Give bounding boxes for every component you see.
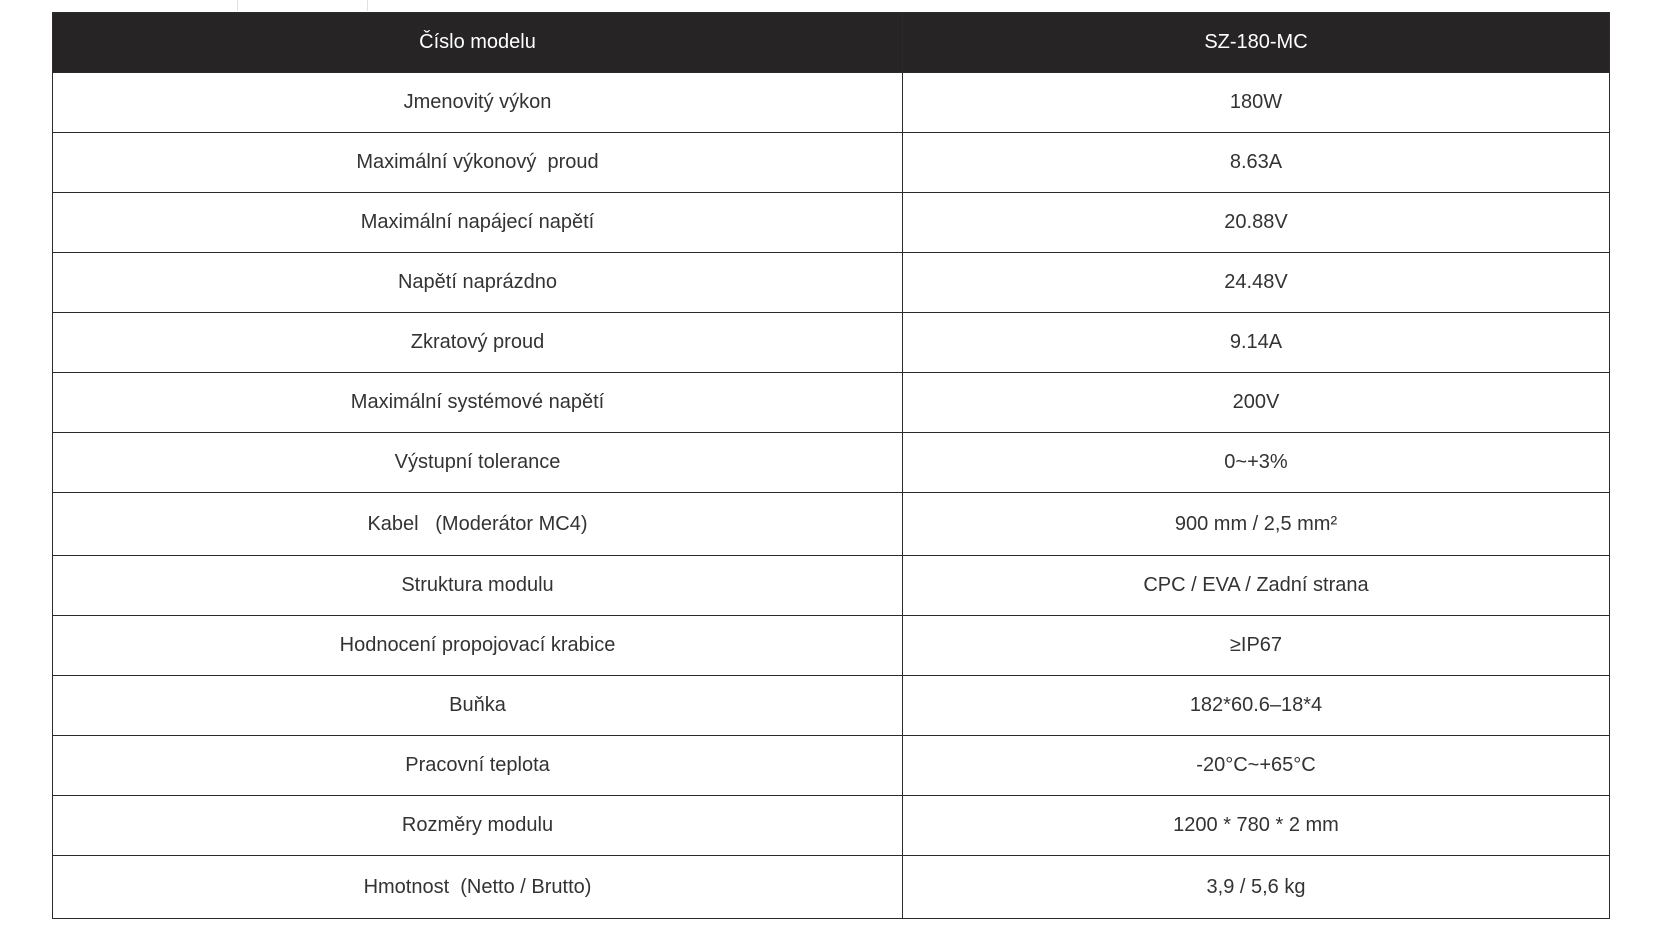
table-row: [53, 556, 1610, 616]
row-label: Výstupní tolerance: [53, 433, 903, 493]
row-value: CPC / EVA / Zadní strana: [903, 556, 1610, 616]
row-label: Buňka: [53, 676, 903, 736]
row-value: 9.14A: [903, 313, 1610, 373]
row-label: Pracovní teplota: [53, 736, 903, 796]
row-value: 200V: [903, 373, 1610, 433]
row-label: Rozměry modulu: [53, 796, 903, 856]
table-header-row: [53, 13, 1610, 73]
row-value: 180W: [903, 73, 1610, 133]
header-label-cell: Číslo modelu: [53, 13, 903, 73]
table-row: [53, 193, 1610, 253]
table-row: [53, 493, 1610, 556]
row-value: 900 mm / 2,5 mm²: [903, 493, 1610, 556]
table-row: [53, 313, 1610, 373]
top-tab-strip: [0, 0, 1654, 12]
table-row: [53, 676, 1610, 736]
row-label: Jmenovitý výkon: [53, 73, 903, 133]
table-row: [53, 616, 1610, 676]
row-label: Hmotnost (Netto / Brutto): [53, 856, 903, 919]
table-row: [53, 253, 1610, 313]
row-label: Maximální systémové napětí: [53, 373, 903, 433]
table-row: [53, 133, 1610, 193]
row-value: -20°C~+65°C: [903, 736, 1610, 796]
table-row: [53, 856, 1610, 919]
row-value: ≥IP67: [903, 616, 1610, 676]
row-label: Napětí naprázdno: [53, 253, 903, 313]
row-label: Struktura modulu: [53, 556, 903, 616]
row-label: Maximální výkonový proud: [53, 133, 903, 193]
spec-table: [52, 12, 1610, 919]
row-value: 8.63A: [903, 133, 1610, 193]
row-label: Zkratový proud: [53, 313, 903, 373]
row-value: 3,9 / 5,6 kg: [903, 856, 1610, 919]
row-value: 0~+3%: [903, 433, 1610, 493]
tab-divider: [367, 0, 368, 11]
table-row: [53, 433, 1610, 493]
row-value: 182*60.6–18*4: [903, 676, 1610, 736]
tab-divider: [237, 0, 238, 11]
row-value: 20.88V: [903, 193, 1610, 253]
table-row: [53, 736, 1610, 796]
header-value-cell: SZ-180-MC: [903, 13, 1610, 73]
row-label: Maximální napájecí napětí: [53, 193, 903, 253]
row-value: 24.48V: [903, 253, 1610, 313]
table-row: [53, 796, 1610, 856]
table-row: [53, 373, 1610, 433]
row-label: Hodnocení propojovací krabice: [53, 616, 903, 676]
row-label: Kabel (Moderátor MC4): [53, 493, 903, 556]
row-value: 1200 * 780 * 2 mm: [903, 796, 1610, 856]
table-row: [53, 73, 1610, 133]
